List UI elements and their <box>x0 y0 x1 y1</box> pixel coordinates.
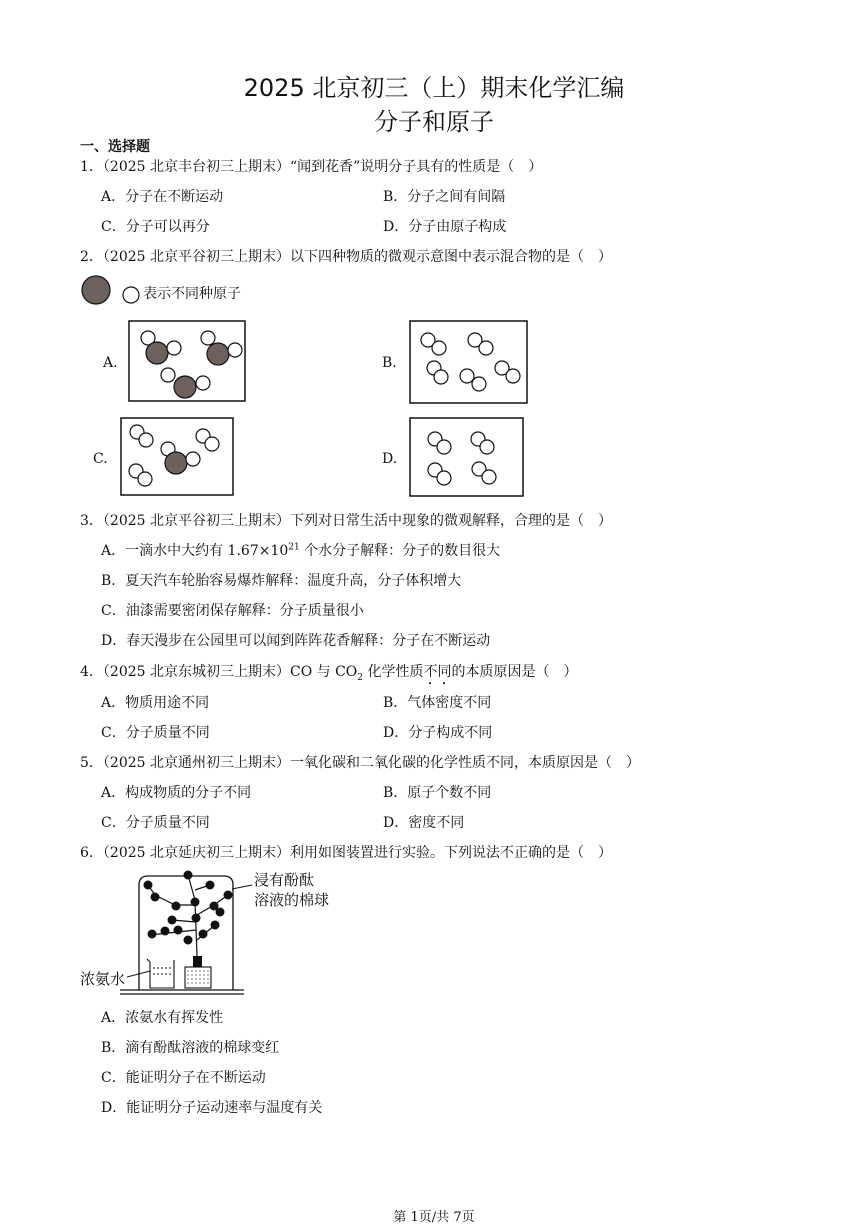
q4-stem-pre: 4．（2025 北京东城初三上期末）CO 与 CO <box>80 664 358 680</box>
question-4-option-c[interactable]: C．分子质量不同 <box>101 725 210 741</box>
q3-a-text-pre: A．一滴水中大约有 1.67×10 <box>101 543 289 559</box>
question-2-option-d[interactable]: D. <box>382 451 398 467</box>
question-2-stem: 2．（2025 北京平谷初三上期末）以下四种物质的微观示意图中表示混合物的是（ ） <box>80 249 612 265</box>
cotton-pointer <box>232 885 252 889</box>
section-heading: 一、选择题 <box>80 139 150 155</box>
question-1-option-b[interactable]: B．分子之间有间隔 <box>383 189 506 205</box>
question-6-option-b[interactable]: B．滴有酚酞溶液的棉球变红 <box>101 1040 280 1056</box>
question-6-option-a[interactable]: A．浓氨水有挥发性 <box>101 1010 224 1026</box>
q3-a-text-post: 个水分子解释：分子的数目很大 <box>299 543 501 559</box>
ammonia-beaker <box>147 959 174 988</box>
question-4-option-d[interactable]: D．分子构成不同 <box>383 725 493 741</box>
question-2-option-c[interactable]: C. <box>93 451 108 467</box>
question-3-option-b[interactable]: B．夏天汽车轮胎容易爆炸解释：温度升高，分子体积增大 <box>101 573 462 589</box>
q3-a-exponent: 21 <box>288 542 300 553</box>
legend-text: 表示不同种原子 <box>143 286 241 302</box>
question-5-option-d[interactable]: D．密度不同 <box>383 815 465 831</box>
q4-stem-emphasis: 不同 <box>423 664 452 680</box>
vase-neck <box>193 956 202 967</box>
q4-stem-subscript: 2 <box>357 672 363 683</box>
page-title: 2025 北京初三（上）期末化学汇编 <box>243 74 625 102</box>
question-4-option-b[interactable]: B．气体密度不同 <box>383 695 492 711</box>
question-5-option-c[interactable]: C．分子质量不同 <box>101 815 210 831</box>
vase <box>185 967 211 988</box>
page-subtitle: 分子和原子 <box>374 108 494 136</box>
label-cotton-ball-line1: 浸有酚酞 <box>254 871 315 889</box>
label-ammonia: 浓氨水 <box>80 970 126 988</box>
question-2-option-a[interactable]: A. <box>103 355 118 371</box>
question-6-option-d[interactable]: D．能证明分子运动速率与温度有关 <box>101 1100 323 1116</box>
q4-stem-mid: 化学性质 <box>363 664 424 680</box>
question-3-option-d[interactable]: D．春天漫步在公园里可以闻到阵阵花香解释：分子在不断运动 <box>101 633 491 649</box>
page-footer: 第 1页/共 7页 <box>393 1210 475 1225</box>
question-5-option-a[interactable]: A．构成物质的分子不同 <box>101 785 252 801</box>
cotton-balls <box>144 871 233 945</box>
q4-stem-post: 的本质原因是（ ） <box>451 664 578 680</box>
question-4-option-a[interactable]: A．物质用途不同 <box>101 695 210 711</box>
label-cotton-ball-line2: 溶液的棉球 <box>254 891 330 909</box>
question-6-option-c[interactable]: C．能证明分子在不断运动 <box>101 1070 266 1086</box>
question-1-option-a[interactable]: A．分子在不断运动 <box>101 189 224 205</box>
question-2-option-b[interactable]: B. <box>382 355 397 371</box>
question-1-option-d[interactable]: D．分子由原子构成 <box>383 219 507 235</box>
question-5-option-b[interactable]: B．原子个数不同 <box>383 785 492 801</box>
question-5-stem: 5．（2025 北京通州初三上期末）一氧化碳和二氧化碳的化学性质不同，本质原因是（ ） <box>80 755 640 771</box>
question-3-stem: 3．（2025 北京平谷初三上期末）下列对日常生活中现象的微观解释，合理的是（ ） <box>80 513 612 529</box>
question-1-option-c[interactable]: C．分子可以再分 <box>101 219 210 235</box>
question-6-stem: 6．（2025 北京延庆初三上期末）利用如图装置进行实验。下列说法不正确的是（ ） <box>80 845 612 861</box>
question-1-stem: 1．（2025 北京丰台初三上期末）“闻到花香”说明分子具有的性质是（ ） <box>80 159 543 175</box>
question-3-option-c[interactable]: C．油漆需要密闭保存解释：分子质量很小 <box>101 603 364 619</box>
